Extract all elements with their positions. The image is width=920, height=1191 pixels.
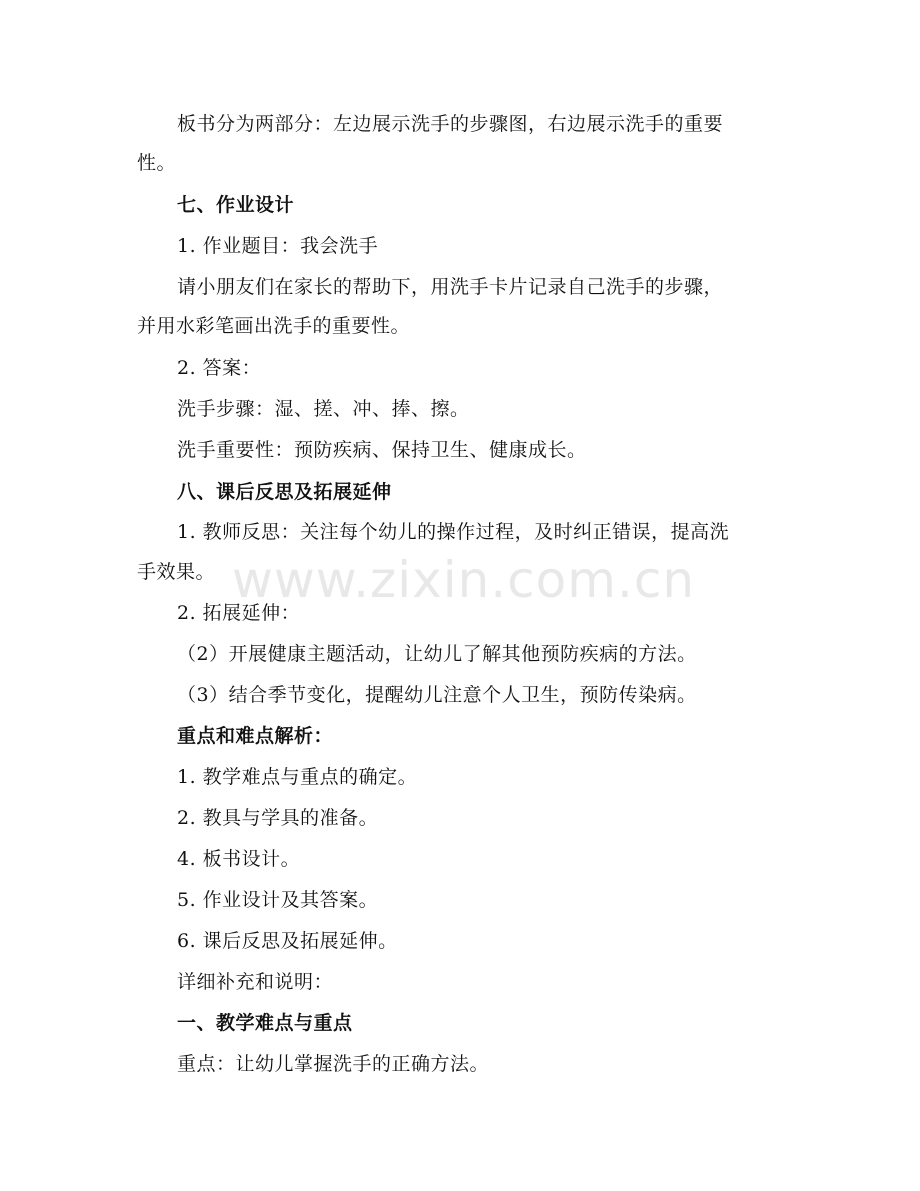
paragraph-line: 洗手重要性：预防疾病、保持卫生、健康成长。 <box>177 439 587 461</box>
list-item: （2）开展健康主题活动，让幼儿了解其他预防疾病的方法。 <box>177 643 697 665</box>
list-item: 4. 板书设计。 <box>177 848 301 870</box>
paragraph-line: 请小朋友们在家长的帮助下，用洗手卡片记录自己洗手的步骤， <box>177 276 724 298</box>
list-item: 6. 课后反思及拓展延伸。 <box>177 930 398 952</box>
paragraph-line: 重点：让幼儿掌握洗手的正确方法。 <box>177 1053 490 1075</box>
section-heading: 八、课后反思及拓展延伸 <box>177 481 392 503</box>
paragraph-line: 并用水彩笔画出洗手的重要性。 <box>137 315 411 337</box>
section-heading: 重点和难点解析： <box>177 725 334 747</box>
list-item: （3）结合季节变化，提醒幼儿注意个人卫生，预防传染病。 <box>177 684 697 706</box>
list-item: 5. 作业设计及其答案。 <box>177 889 379 911</box>
paragraph-line: 性。 <box>137 152 177 174</box>
paragraph-line: 洗手步骤：湿、搓、冲、捧、擦。 <box>177 398 470 420</box>
watermark: www.zixin.com.cn <box>232 551 696 609</box>
list-item: 1. 教师反思：关注每个幼儿的操作过程，及时纠正错误，提高洗 <box>177 521 730 543</box>
list-item: 2. 拓展延伸： <box>177 602 301 624</box>
list-item: 2. 教具与学具的准备。 <box>177 807 379 829</box>
list-item: 1. 教学难点与重点的确定。 <box>177 766 418 788</box>
paragraph-line: 板书分为两部分：左边展示洗手的步骤图，右边展示洗手的重要 <box>177 113 724 135</box>
list-item: 2. 答案： <box>177 357 262 379</box>
section-heading: 七、作业设计 <box>177 194 295 216</box>
paragraph-line: 手效果。 <box>137 561 216 583</box>
section-heading: 一、教学难点与重点 <box>177 1012 353 1034</box>
list-item: 1. 作业题目：我会洗手 <box>177 235 379 257</box>
paragraph-line: 详细补充和说明： <box>177 971 334 993</box>
